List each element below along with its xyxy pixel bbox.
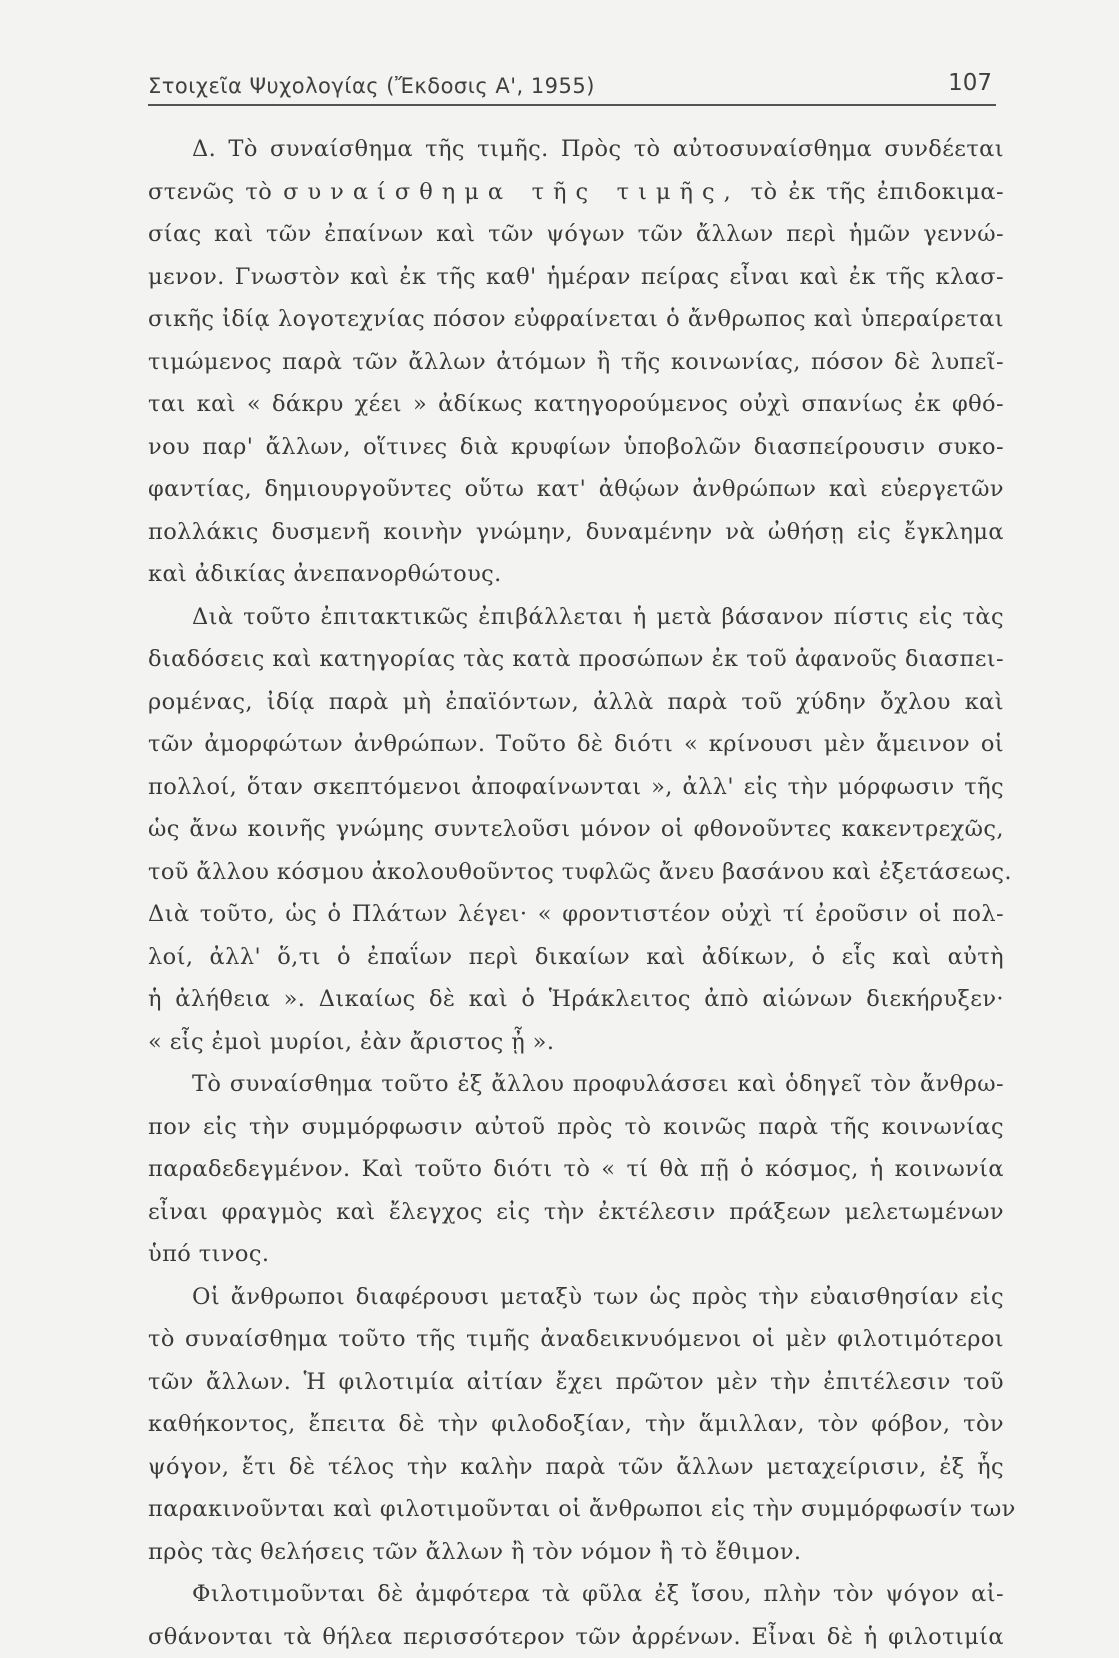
text-line: Τὸ συναίσθημα τοῦτο ἐξ ἄλλου προφυλάσσει καὶ ὁδηγεῖ τὸν ἄνθρω-	[148, 1063, 1004, 1106]
text-line: ται καὶ « δάκρυ χέει » ἀδίκως κατηγορούμενος οὐχὶ σπανίως ἐκ φθό-	[148, 383, 1004, 426]
text-line: σθάνονται τὰ θήλεα περισσότερον τῶν ἀρρένων. Εἶναι δὲ ἡ φιλοτιμία	[148, 1616, 1004, 1658]
text-line	[148, 171, 1004, 214]
text-line: πολλοί, ὅταν σκεπτόμενοι ἀποφαίνωνται », ἀλλ' εἰς τὴν μόρφωσιν τῆς	[148, 766, 1004, 809]
text-line: Δ. Τὸ συναίσθημα τῆς τιμῆς. Πρὸς τὸ αὐτοσυναίσθημα συνδέεται	[148, 128, 1004, 171]
running-title: Στοιχεῖα Ψυχολογίας (Ἔκδοσις Α', 1955)	[148, 74, 595, 98]
text-line: Διὰ τοῦτο ἐπιτακτικῶς ἐπιβάλλεται ἡ μετὰ βάσανον πίστις εἰς τὰς	[148, 596, 1004, 639]
text-line: ρομένας, ἰδίᾳ παρὰ μὴ ἐπαϊόντων, ἀλλὰ παρὰ τοῦ χύδην ὄχλου καὶ	[148, 681, 1004, 724]
text-line: μενον. Γνωστὸν καὶ ἐκ τῆς καθ' ἡμέραν πείρας εἶναι καὶ ἐκ τῆς κλασ-	[148, 256, 1004, 299]
text-line: καὶ ἀδικίας ἀνεπανορθώτους.	[148, 553, 1004, 596]
text-line: παραδεδεγμένον. Καὶ τοῦτο διότι τὸ « τί θὰ πῇ ὁ κόσμος, ἡ κοινωνία	[148, 1148, 1004, 1191]
text-line: σίας καὶ τῶν ἐπαίνων καὶ τῶν ψόγων τῶν ἄλλων περὶ ἡμῶν γεννώ-	[148, 213, 1004, 256]
text-line: εἶναι φραγμὸς καὶ ἔλεγχος εἰς τὴν ἐκτέλεσιν πράξεων μελετωμένων	[148, 1191, 1004, 1234]
body-text	[148, 128, 1004, 1658]
text-line: τὸ συναίσθημα τοῦτο τῆς τιμῆς ἀναδεικνυόμενοι οἱ μὲν φιλοτιμότεροι	[148, 1318, 1004, 1361]
text-line: νου παρ' ἄλλων, οἵτινες διὰ κρυφίων ὑποβολῶν διασπείρουσιν συκο-	[148, 426, 1004, 469]
text-line: πρὸς τὰς θελήσεις τῶν ἄλλων ἢ τὸν νόμον ἢ τὸ ἔθιμον.	[148, 1531, 1004, 1574]
text-line: ἡ ἀλήθεια ». Δικαίως δὲ καὶ ὁ Ἡράκλειτος ἀπὸ αἰώνων διεκήρυξεν·	[148, 978, 1004, 1021]
text-line: καθήκοντος, ἔπειτα δὲ τὴν φιλοδοξίαν, τὴν ἅμιλλαν, τὸν φόβον, τὸν	[148, 1403, 1004, 1446]
text-line: τῶν ἄλλων. Ἡ φιλοτιμία αἰτίαν ἔχει πρῶτον μὲν τὴν ἐπιτέλεσιν τοῦ	[148, 1361, 1004, 1404]
text-line: πον εἰς τὴν συμμόρφωσιν αὐτοῦ πρὸς τὸ κοινῶς παρὰ τῆς κοινωνίας	[148, 1106, 1004, 1149]
text-line: ψόγον, ἔτι δὲ τέλος τὴν καλὴν παρὰ τῶν ἄλλων μεταχείρισιν, ἐξ ἧς	[148, 1446, 1004, 1489]
text-line: διαδόσεις καὶ κατηγορίας τὰς κατὰ προσώπων ἐκ τοῦ ἀφανοῦς διασπει-	[148, 638, 1004, 681]
text-line: παρακινοῦνται καὶ φιλοτιμοῦνται οἱ ἄνθρωποι εἰς τὴν συμμόρφωσίν των	[148, 1488, 1004, 1531]
running-head	[148, 72, 996, 106]
text-line: τιμώμενος παρὰ τῶν ἄλλων ἀτόμων ἢ τῆς κοινωνίας, πόσον δὲ λυπεῖ-	[148, 341, 1004, 384]
emphasized-term: συναίσθημα τῆς τιμῆς,	[283, 179, 740, 205]
page-number: 107	[948, 70, 992, 96]
text-line: λοί, ἀλλ' ὅ,τι ὁ ἐπαΐων περὶ δικαίων καὶ ἀδίκων, ὁ εἷς καὶ αὐτὴ	[148, 936, 1004, 979]
text-line: φαντίας, δημιουργοῦντες οὕτω κατ' ἀθῴων ἀνθρώπων καὶ εὐεργετῶν	[148, 468, 1004, 511]
text-segment: τὸ ἐκ τῆς ἐπιδοκιμα-	[751, 179, 1004, 205]
text-line: Φιλοτιμοῦνται δὲ ἀμφότερα τὰ φῦλα ἐξ ἴσου, πλὴν τὸν ψόγον αἰ-	[148, 1573, 1004, 1616]
text-line: ὡς ἄνω κοινῆς γνώμης συντελοῦσι μόνον οἱ φθονοῦντες κακεντρεχῶς,	[148, 808, 1004, 851]
text-line: σικῆς ἰδίᾳ λογοτεχνίας πόσον εὐφραίνεται ὁ ἄνθρωπος καὶ ὑπεραίρεται	[148, 298, 1004, 341]
text-line: τοῦ ἄλλου κόσμου ἀκολουθοῦντος τυφλῶς ἄνευ βασάνου καὶ ἐξετάσεως.	[148, 851, 1004, 894]
text-line: Διὰ τοῦτο, ὡς ὁ Πλάτων λέγει· « φροντιστέον οὐχὶ τί ἐροῦσιν οἱ πολ-	[148, 893, 1004, 936]
text-line: πολλάκις δυσμενῆ κοινὴν γνώμην, δυναμένην νὰ ὠθήσῃ εἰς ἔγκλημα	[148, 511, 1004, 554]
text-line: ὑπό τινος.	[148, 1233, 1004, 1276]
text-line: « εἷς ἐμοὶ μυρίοι, ἐὰν ἄριστος ᾖ ».	[148, 1021, 1004, 1064]
text-segment: στενῶς τὸ	[148, 179, 272, 205]
text-line: τῶν ἀμορφώτων ἀνθρώπων. Τοῦτο δὲ διότι « κρίνουσι μὲν ἄμεινον οἱ	[148, 723, 1004, 766]
text-line: Οἱ ἄνθρωποι διαφέρουσι μεταξὺ των ὡς πρὸς τὴν εὐαισθησίαν εἰς	[148, 1276, 1004, 1319]
